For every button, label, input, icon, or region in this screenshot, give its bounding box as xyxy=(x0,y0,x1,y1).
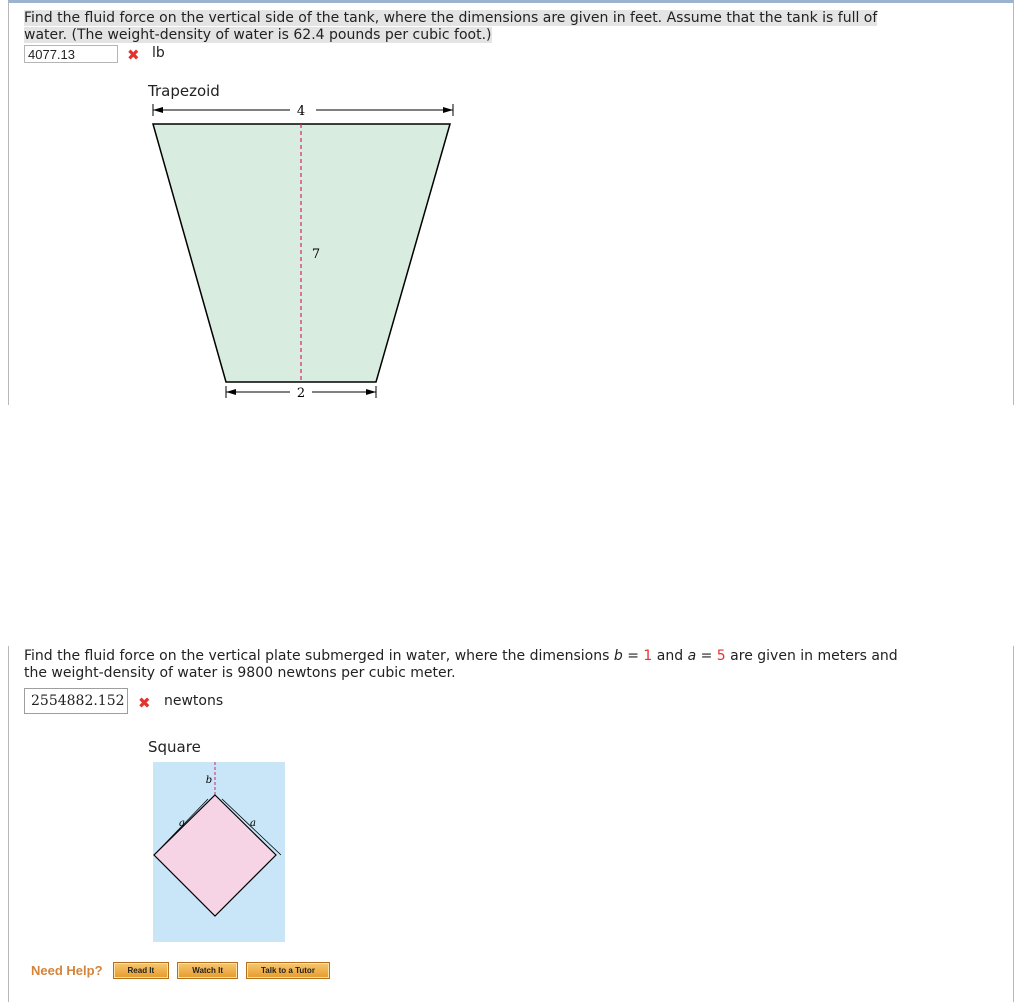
a-variable: a xyxy=(687,648,697,664)
need-help-bar xyxy=(31,960,338,980)
read-it-button[interactable]: Read It xyxy=(113,962,170,979)
b-variable: b xyxy=(613,648,623,664)
problem-2-line2: the weight-density of water is 9800 newtons per cubic meter. xyxy=(24,665,456,681)
problem-1-line2: water. (The weight-density of water is 62.4 pounds per cubic foot.) xyxy=(24,27,492,43)
problem-2-unit: newtons xyxy=(164,693,224,709)
problem-1-unit: lb xyxy=(152,45,165,61)
square-figure xyxy=(153,762,285,942)
b-dimension-label: b xyxy=(205,775,213,786)
equals-sign: = xyxy=(627,648,639,664)
top-width-label: 4 xyxy=(296,104,306,119)
problem-2-answer-input[interactable]: 2554882.152 xyxy=(24,688,128,714)
a-right-label: a xyxy=(250,818,256,829)
a-left-label: a xyxy=(179,818,185,829)
arrow-right-icon xyxy=(443,107,453,113)
talk-to-tutor-button[interactable]: Talk to a Tutor xyxy=(246,962,330,979)
figure-1-label: Trapezoid xyxy=(148,82,220,100)
figure-2-label: Square xyxy=(148,738,201,756)
b-value: 1 xyxy=(643,648,653,664)
need-help-label: Need Help? xyxy=(31,962,103,978)
height-label: 7 xyxy=(311,247,321,262)
problem-1-text xyxy=(24,10,1004,44)
bottom-width-label: 2 xyxy=(296,386,306,400)
trapezoid-figure xyxy=(140,100,470,400)
problem-1-answer-input[interactable]: 4077.13 xyxy=(24,45,118,63)
incorrect-x-icon: ✖ xyxy=(138,694,151,712)
a-value: 5 xyxy=(716,648,726,664)
arrow-left-icon xyxy=(226,389,236,395)
problem-2-text xyxy=(24,648,1004,682)
watch-it-button[interactable]: Watch It xyxy=(177,962,238,979)
problem-2-suffix: are given in meters and xyxy=(730,648,898,664)
and-word: and xyxy=(656,648,684,664)
arrow-right-icon xyxy=(366,389,376,395)
arrow-left-icon xyxy=(153,107,163,113)
equals-sign: = xyxy=(700,648,713,664)
incorrect-x-icon: ✖ xyxy=(127,46,140,64)
problem-2-prefix: Find the fluid force on the vertical plate submerged in water, where the dimensions xyxy=(24,648,610,664)
problem-1-line1: Find the fluid force on the vertical side of the tank, where the dimensions are given in feet. Assume that the tank is full of xyxy=(24,10,878,26)
